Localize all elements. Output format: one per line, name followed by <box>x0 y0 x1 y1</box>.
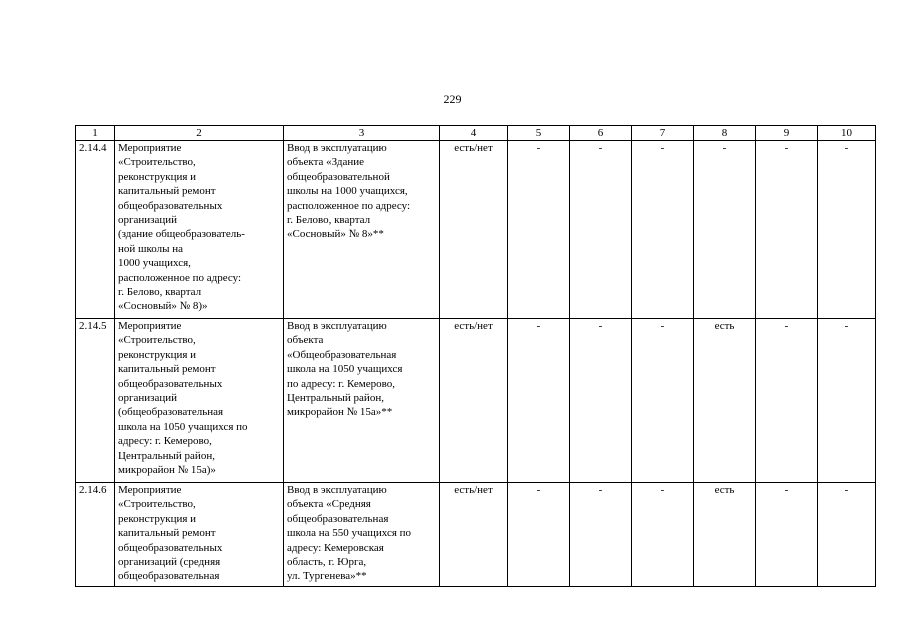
indicator-cell: Ввод в эксплуатацию объекта «Общеобразовательная школа на 1050 учащихся по адресу: г. Кемерово, Центральный район, микрорайон № 15а»** <box>284 319 440 483</box>
unit-cell: есть/нет <box>440 141 508 319</box>
indicator-cell: Ввод в эксплуатацию объекта «Здание общеобразовательной школы на 1000 учащихся, расположенное по адресу: г. Белово, квартал «Сосновый» № 8»** <box>284 141 440 319</box>
value-cell: - <box>570 483 632 587</box>
header-cell: 1 <box>76 126 115 141</box>
value-cell: - <box>756 483 818 587</box>
value-cell: - <box>632 483 694 587</box>
value-cell: - <box>570 141 632 319</box>
value-cell: - <box>818 483 876 587</box>
value-cell: - <box>818 141 876 319</box>
header-cell: 5 <box>508 126 570 141</box>
row-number: 2.14.4 <box>76 141 115 319</box>
table-header-row <box>76 126 876 141</box>
row-number: 2.14.6 <box>76 483 115 587</box>
value-cell: есть <box>694 319 756 483</box>
value-cell: - <box>570 319 632 483</box>
value-cell: - <box>508 319 570 483</box>
header-cell: 4 <box>440 126 508 141</box>
header-cell: 7 <box>632 126 694 141</box>
value-cell: - <box>694 141 756 319</box>
header-cell: 6 <box>570 126 632 141</box>
row-number: 2.14.5 <box>76 319 115 483</box>
value-cell: - <box>632 319 694 483</box>
value-cell: - <box>818 319 876 483</box>
value-cell: - <box>756 319 818 483</box>
value-cell: - <box>508 483 570 587</box>
header-cell: 8 <box>694 126 756 141</box>
value-cell: - <box>632 141 694 319</box>
table-row <box>76 141 876 319</box>
event-cell: Мероприятие «Строительство, реконструкция и капитальный ремонт общеобразовательных организаций (здание общеобразователь- ной школы на 1000 учащихся, расположенное по адресу: г. Белово, квартал «Сосновый» № 8)» <box>115 141 284 319</box>
value-cell: - <box>756 141 818 319</box>
header-cell: 10 <box>818 126 876 141</box>
header-cell: 3 <box>284 126 440 141</box>
program-table <box>75 125 876 587</box>
table-row <box>76 483 876 587</box>
header-cell: 9 <box>756 126 818 141</box>
event-cell: Мероприятие «Строительство, реконструкция и капитальный ремонт общеобразовательных организаций (общеобразовательная школа на 1050 учащихся по адресу: г. Кемерово, Центральный район, микрорайон № 15а)» <box>115 319 284 483</box>
event-cell: Мероприятие «Строительство, реконструкция и капитальный ремонт общеобразовательных организаций (средняя общеобразовательная <box>115 483 284 587</box>
value-cell: - <box>508 141 570 319</box>
indicator-cell: Ввод в эксплуатацию объекта «Средняя общеобразовательная школа на 550 учащихся по адресу: Кемеровская область, г. Юрга, ул. Тургенева»** <box>284 483 440 587</box>
table-row <box>76 319 876 483</box>
unit-cell: есть/нет <box>440 483 508 587</box>
value-cell: есть <box>694 483 756 587</box>
unit-cell: есть/нет <box>440 319 508 483</box>
header-cell: 2 <box>115 126 284 141</box>
page-number: 229 <box>443 92 462 106</box>
